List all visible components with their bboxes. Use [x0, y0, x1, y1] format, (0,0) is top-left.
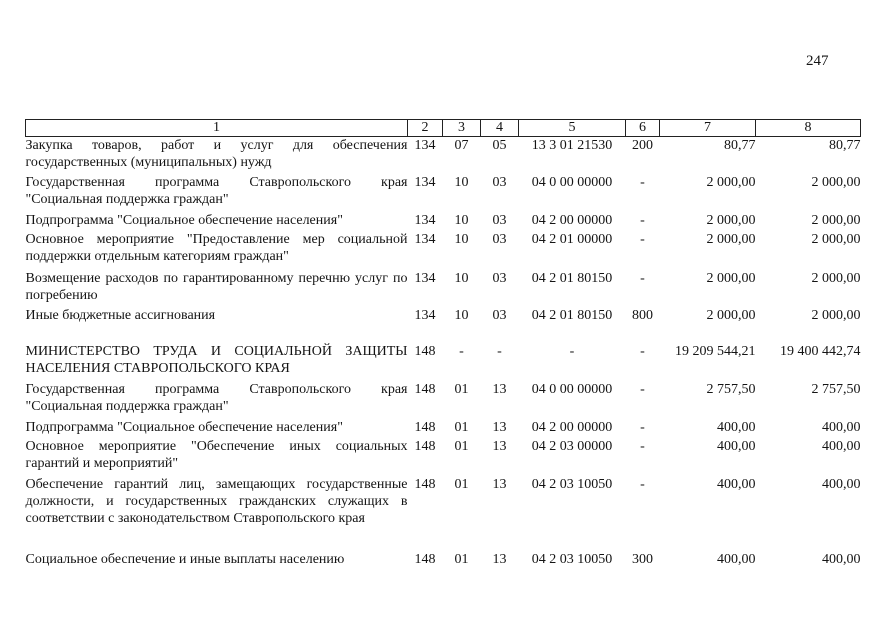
- row-vr: -: [640, 438, 645, 454]
- row-name: Государственная программа Ставропольского края "Социальная поддержка граждан": [25, 174, 408, 207]
- row-vr: -: [640, 212, 645, 228]
- row-name: Подпрограмма "Социальное обеспечение населения": [25, 419, 343, 435]
- table-row: [26, 212, 861, 231]
- row-sum-year2: 400,00: [822, 438, 861, 454]
- row-sum-year2: 2 000,00: [811, 231, 861, 247]
- row-name: Возмещение расходов по гарантированному перечню услуг по погребению: [25, 270, 408, 303]
- row-rz: 01: [454, 381, 469, 397]
- row-ved: 134: [414, 307, 436, 323]
- row-name: Закупка товаров, работ и услуг для обеспечения государственных (муниципальных) нужд: [25, 138, 408, 170]
- row-sum-year1: 19 209 544,21: [675, 343, 756, 359]
- row-sum-year1: 400,00: [717, 551, 756, 567]
- table-header-row: [26, 120, 861, 137]
- row-sum-year2: 2 000,00: [811, 174, 861, 190]
- table-row: [26, 174, 861, 212]
- table-row: [26, 231, 861, 270]
- row-pr: 13: [492, 419, 507, 435]
- row-ved: 134: [414, 231, 436, 247]
- row-ved: 134: [414, 138, 436, 153]
- row-ved: 148: [414, 438, 436, 454]
- row-rz: 01: [454, 438, 469, 454]
- row-sum-year1: 2 000,00: [706, 231, 756, 247]
- row-rz: 01: [454, 551, 469, 567]
- row-ved: 134: [414, 270, 436, 286]
- row-pr: 03: [492, 307, 507, 323]
- row-vr: 300: [632, 551, 653, 567]
- header-col-8: 8: [756, 120, 861, 137]
- budget-table: [25, 119, 861, 571]
- row-pr: 05: [492, 138, 507, 153]
- row-sum-year1: 2 000,00: [706, 212, 756, 228]
- row-vr: -: [640, 270, 645, 286]
- row-name: Обеспечение гарантий лиц, замещающих государственные должности, и государственных гражданских служащих в соответствии с законодательством Ставропольского края: [25, 476, 408, 526]
- row-name: Основное мероприятие "Предоставление мер социальной поддержки отдельным категориям граждан": [25, 231, 408, 264]
- row-sum-year2: 400,00: [822, 476, 861, 492]
- header-col-7: 7: [660, 120, 756, 137]
- row-csr: 04 2 03 10050: [531, 551, 613, 567]
- table-row: [26, 270, 861, 307]
- row-rz: -: [459, 343, 464, 359]
- row-vr: 800: [632, 307, 653, 323]
- row-pr: 13: [492, 476, 507, 492]
- row-vr: -: [640, 231, 645, 247]
- header-col-5: 5: [519, 120, 626, 137]
- header-col-6: 6: [626, 120, 660, 137]
- row-rz: 10: [454, 270, 469, 286]
- row-vr: -: [640, 419, 645, 435]
- table-row: [26, 438, 861, 476]
- row-vr: -: [640, 343, 645, 359]
- row-sum-year2: 2 000,00: [811, 270, 861, 286]
- row-csr: 04 2 03 10050: [531, 476, 613, 492]
- row-name: Государственная программа Ставропольского края "Социальная поддержка граждан": [25, 381, 408, 414]
- row-csr: 04 2 03 00000: [531, 438, 613, 454]
- header-col-3: 3: [443, 120, 481, 137]
- table-row: [26, 326, 861, 381]
- row-pr: 13: [492, 381, 507, 397]
- row-ved: 134: [414, 174, 436, 190]
- row-sum-year2: 2 757,50: [811, 381, 861, 397]
- header-col-2: 2: [408, 120, 443, 137]
- row-sum-year1: 2 000,00: [706, 270, 756, 286]
- row-sum-year2: 400,00: [822, 419, 861, 435]
- row-pr: 03: [492, 270, 507, 286]
- row-sum-year2: 400,00: [822, 551, 861, 567]
- table-row: [26, 419, 861, 438]
- row-rz: 01: [454, 476, 469, 492]
- row-rz: 10: [454, 212, 469, 228]
- row-ved: 148: [414, 551, 436, 567]
- row-rz: 01: [454, 419, 469, 435]
- row-name: МИНИСТЕРСТВО ТРУДА И СОЦИАЛЬНОЙ ЗАЩИТЫ НАСЕЛЕНИЯ СТАВРОПОЛЬСКОГО КРАЯ: [25, 343, 408, 376]
- table-row: [26, 551, 861, 571]
- table-row: [26, 137, 861, 174]
- row-ved: 148: [414, 476, 436, 492]
- row-sum-year2: 2 000,00: [811, 212, 861, 228]
- table-row: [26, 307, 861, 326]
- row-sum-year1: 2 757,50: [706, 381, 756, 397]
- table-row: [26, 381, 861, 419]
- row-ved: 134: [414, 212, 436, 228]
- row-sum-year1: 400,00: [717, 438, 756, 454]
- row-ved: 148: [414, 419, 436, 435]
- row-sum-year1: 2 000,00: [706, 307, 756, 323]
- row-sum-year2: 19 400 442,74: [780, 343, 861, 359]
- row-ved: 148: [414, 381, 436, 397]
- row-csr: 04 2 00 00000: [531, 419, 613, 435]
- row-sum-year1: 400,00: [717, 419, 756, 435]
- row-csr: 04 2 01 80150: [531, 270, 613, 286]
- header-col-1: 1: [26, 120, 408, 137]
- row-csr: 04 2 00 00000: [531, 212, 613, 228]
- row-csr: 04 2 01 80150: [531, 307, 613, 323]
- header-col-4: 4: [481, 120, 519, 137]
- row-vr: -: [640, 174, 645, 190]
- table-row: [26, 476, 861, 551]
- row-pr: 03: [492, 231, 507, 247]
- row-ved: 148: [414, 343, 436, 359]
- row-pr: -: [497, 343, 502, 359]
- row-pr: 03: [492, 212, 507, 228]
- row-rz: 10: [454, 307, 469, 323]
- row-pr: 03: [492, 174, 507, 190]
- row-sum-year1: 400,00: [717, 476, 756, 492]
- row-vr: -: [640, 381, 645, 397]
- row-csr: 04 2 01 00000: [531, 231, 613, 247]
- row-sum-year2: 80,77: [829, 138, 861, 153]
- row-csr: 13 3 01 21530: [531, 138, 613, 153]
- row-name: Основное мероприятие "Обеспечение иных социальных гарантий и мероприятий": [25, 438, 408, 471]
- row-pr: 13: [492, 551, 507, 567]
- row-rz: 07: [454, 138, 469, 153]
- row-pr: 13: [492, 438, 507, 454]
- page-number: 247: [806, 53, 829, 69]
- row-vr: 200: [632, 138, 653, 153]
- row-sum-year1: 2 000,00: [706, 174, 756, 190]
- row-sum-year2: 2 000,00: [811, 307, 861, 323]
- row-csr: 04 0 00 00000: [531, 381, 613, 397]
- row-name: Иные бюджетные ассигнования: [25, 307, 216, 323]
- row-csr: -: [569, 343, 575, 359]
- row-name: Социальное обеспечение и иные выплаты населению: [25, 551, 345, 567]
- row-rz: 10: [454, 231, 469, 247]
- row-sum-year1: 80,77: [724, 138, 756, 153]
- row-name: Подпрограмма "Социальное обеспечение населения": [25, 212, 343, 228]
- row-rz: 10: [454, 174, 469, 190]
- row-csr: 04 0 00 00000: [531, 174, 613, 190]
- row-vr: -: [640, 476, 645, 492]
